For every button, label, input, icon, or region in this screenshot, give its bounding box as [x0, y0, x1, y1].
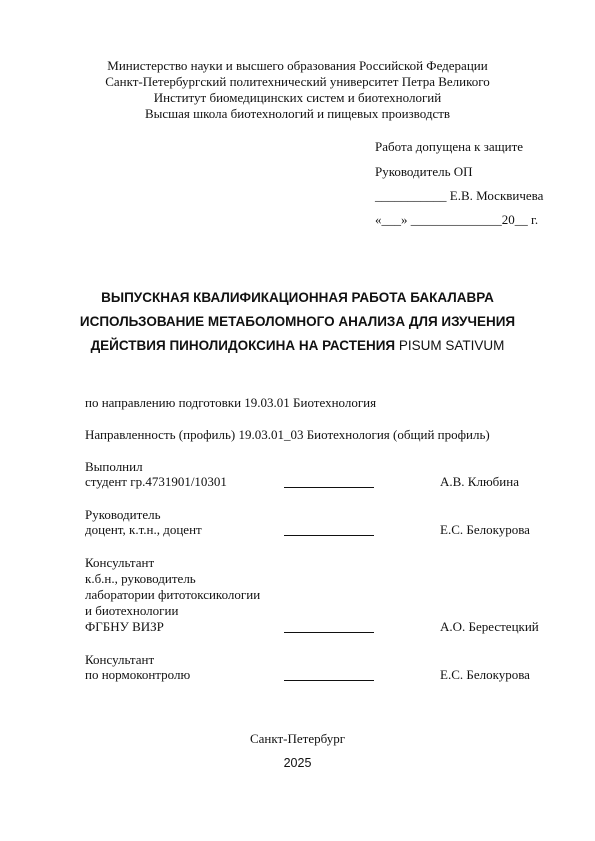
signatory-name: А.В. Клюбина: [440, 474, 519, 489]
year: 2025: [283, 756, 312, 770]
signatory-role: Консультант: [85, 652, 155, 667]
study-direction: по направлению подготовки 19.03.01 Биотехнология: [85, 395, 377, 410]
approval-head-signature: ___________ Е.В. Москвичева: [375, 188, 544, 203]
signatory-role: Консультант: [85, 555, 155, 570]
signatory-role: доцент, к.т.н., доцент: [85, 522, 202, 537]
school-name: Высшая школа биотехнологий и пищевых производств: [144, 106, 451, 121]
signatory-role: студент гр.4731901/10301: [85, 474, 227, 489]
signatory-role: лаборатории фитотоксикологии: [85, 587, 261, 602]
signatory-role: Выполнил: [85, 459, 143, 474]
work-topic-latin-name: PISUM SATIVUM: [398, 338, 505, 353]
signatory-role: ФГБНУ ВИЗР: [85, 619, 164, 634]
signatory-role: Руководитель: [85, 507, 161, 522]
approval-date-line: «___» ______________20__ г.: [375, 212, 539, 227]
signatory-role: и биотехнологии: [85, 603, 179, 618]
signatory-name: Е.С. Белокурова: [440, 522, 530, 537]
institute-name: Институт биомедицинских систем и биотехнологий: [153, 90, 442, 105]
work-type-title: ВЫПУСКНАЯ КВАЛИФИКАЦИОННАЯ РАБОТА БАКАЛАВРА: [101, 290, 494, 305]
signature-line: [284, 487, 374, 488]
approval-head-title: Руководитель ОП: [375, 164, 473, 179]
signatory-role: к.б.н., руководитель: [85, 571, 196, 586]
city: Санкт-Петербург: [249, 731, 346, 746]
signature-line: [284, 632, 374, 633]
ministry-name: Министерство науки и высшего образования Российской Федерации: [107, 58, 488, 73]
work-topic-line-2: [0, 338, 595, 354]
work-topic-line-2-text: ДЕЙСТВИЯ ПИНОЛИДОКСИНА НА РАСТЕНИЯ: [90, 338, 396, 353]
university-name: Санкт-Петербургский политехнический университет Петра Великого: [105, 74, 490, 89]
signatory-role: по нормоконтролю: [85, 667, 191, 682]
signature-line: [284, 680, 374, 681]
study-profile: Направленность (профиль) 19.03.01_03 Биотехнология (общий профиль): [85, 427, 490, 442]
signatory-name: А.О. Берестецкий: [440, 619, 539, 634]
signature-line: [284, 535, 374, 536]
signatory-name: Е.С. Белокурова: [440, 667, 530, 682]
approval-admitted: Работа допущена к защите: [375, 139, 524, 154]
work-topic-line-1: ИСПОЛЬЗОВАНИЕ МЕТАБОЛОМНОГО АНАЛИЗА ДЛЯ ИЗУЧЕНИЯ: [79, 314, 516, 329]
